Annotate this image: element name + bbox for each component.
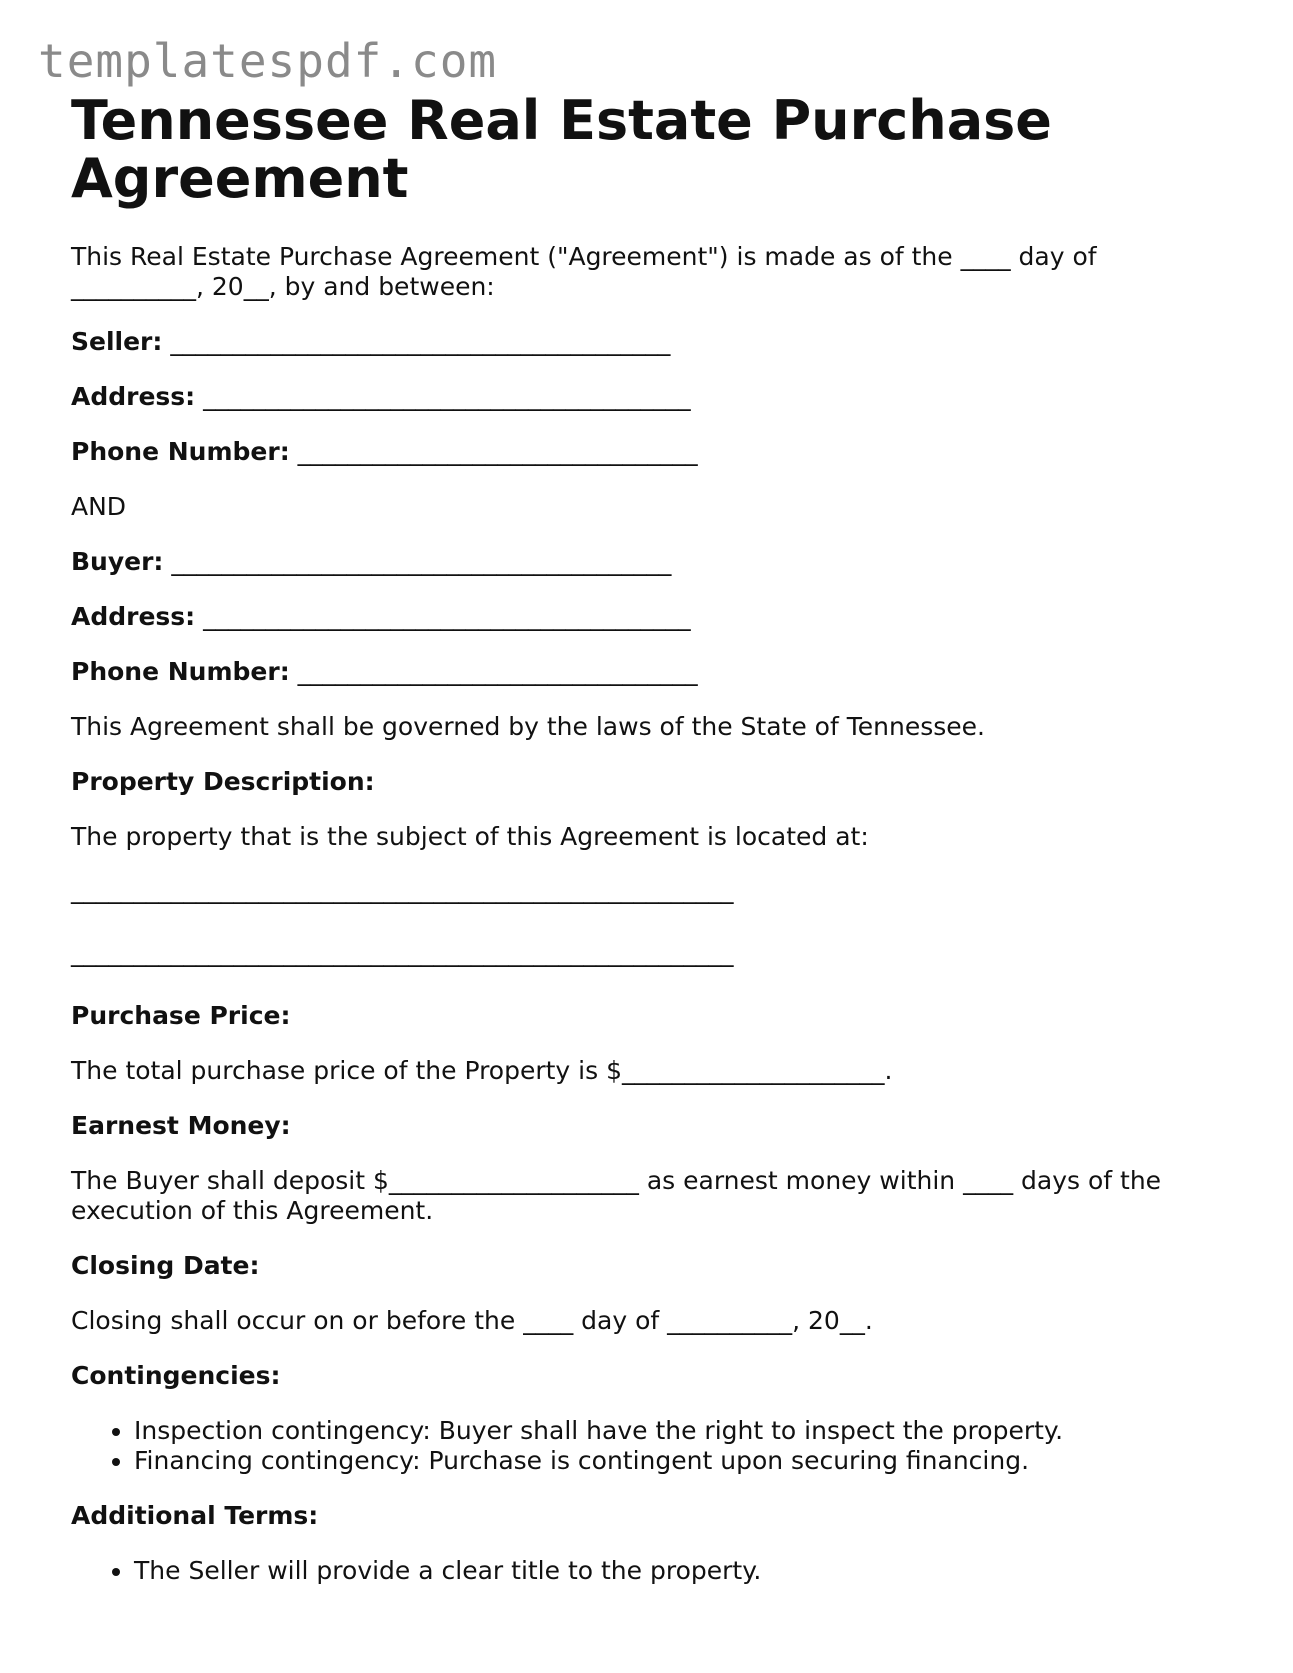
property-address-line-2[interactable]: _____________________________________________________ (71, 938, 734, 967)
buyer-name-field (71, 547, 1221, 577)
buyer-address-field (71, 602, 1221, 632)
buyer-phone-field (71, 657, 1221, 687)
and-separator: AND (71, 492, 127, 521)
list-item: • Inspection contingency: Buyer shall have the right to inspect the property. (134, 1416, 1221, 1446)
seller-address-blank[interactable]: _______________________________________ (203, 382, 691, 411)
seller-phone-blank[interactable]: ________________________________ (297, 437, 698, 466)
property-address-line-1[interactable]: _____________________________________________________ (71, 875, 734, 904)
intro-paragraph: This Real Estate Purchase Agreement ("Agreement") is made as of the ____ day of __________, 20__, by and between: (71, 242, 1097, 301)
list-item: • The Seller will provide a clear title to the property. (134, 1556, 1221, 1586)
seller-address-field (71, 382, 1221, 412)
seller-name-blank[interactable]: ________________________________________ (170, 327, 671, 356)
property-heading: Property Description: (71, 767, 375, 796)
closing-date-heading: Closing Date: (71, 1251, 260, 1280)
purchase-price-heading: Purchase Price: (71, 1001, 291, 1030)
buyer-phone-label: Phone Number: (71, 657, 290, 686)
earnest-money-heading: Earnest Money: (71, 1111, 291, 1140)
seller-phone-label: Phone Number: (71, 437, 290, 466)
buyer-address-label: Address: (71, 602, 196, 631)
page-title: Tennessee Real Estate Purchase Agreement (71, 89, 1052, 210)
purchase-price-text: The total purchase price of the Property is $_____________________. (71, 1056, 893, 1085)
watermark: templatespdf.com (38, 34, 498, 88)
contingencies-heading: Contingencies: (71, 1361, 281, 1390)
buyer-phone-blank[interactable]: ________________________________ (297, 657, 698, 686)
buyer-name-blank[interactable]: ________________________________________ (171, 547, 672, 576)
buyer-address-blank[interactable]: _______________________________________ (203, 602, 691, 631)
seller-name-field (71, 327, 1221, 357)
seller-name-label: Seller: (71, 327, 163, 356)
seller-phone-field (71, 437, 1221, 467)
seller-address-label: Address: (71, 382, 196, 411)
closing-date-text: Closing shall occur on or before the ____ day of __________, 20__. (71, 1306, 873, 1335)
governing-law-paragraph: This Agreement shall be governed by the laws of the State of Tennessee. (71, 712, 985, 741)
list-item: • Financing contingency: Purchase is contingent upon securing financing. (134, 1446, 1221, 1476)
contingencies-list (71, 1416, 1221, 1476)
document-page (71, 89, 1221, 1611)
property-text: The property that is the subject of this Agreement is located at: (71, 822, 869, 851)
additional-terms-heading: Additional Terms: (71, 1501, 319, 1530)
additional-terms-list (71, 1556, 1221, 1586)
buyer-name-label: Buyer: (71, 547, 164, 576)
earnest-money-text: The Buyer shall deposit $____________________ as earnest money within ____ days of the execution of this Agreement. (71, 1166, 1162, 1225)
